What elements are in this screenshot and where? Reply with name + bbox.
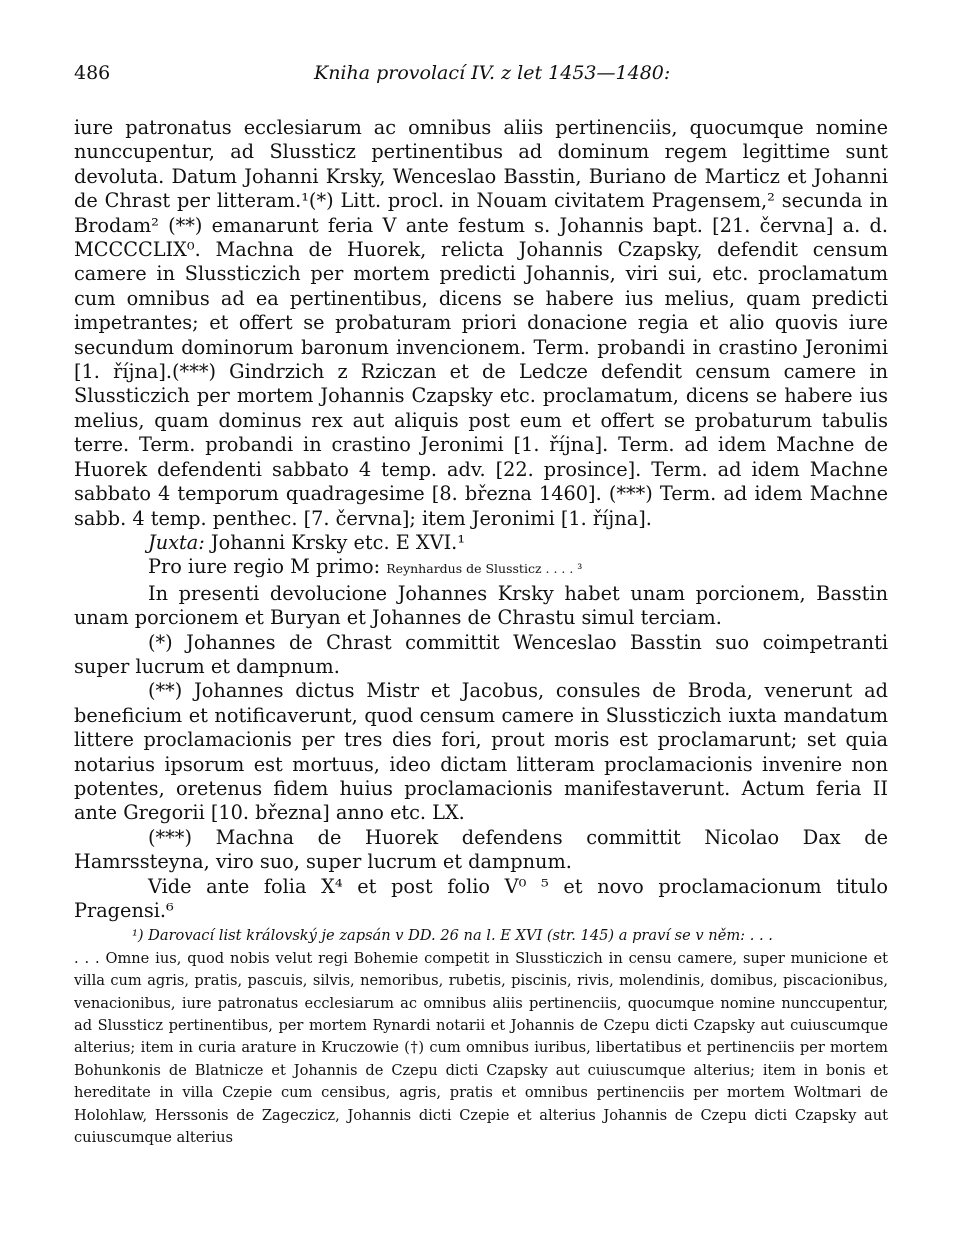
paragraph-note-2: (**) Johannes dictus Mistr et Jacobus, consules de Broda, venerunt ad beneficium et notificaverunt, quod censum camere in Slussticzich iuxta mandatum littere proclamacionis per tres dies fori, prout moris est proclamarunt; set quia notarius ipsorum est mortuus, ideo dictam litteram proclamacionis invenire non potentes, oretenus fidem huius proclamacionis manifestaverunt. Actum feria II ante Gregorii [10. března] anno etc. LX. bbox=[74, 679, 888, 825]
paragraph-main: iure patronatus ecclesiarum ac omnibus aliis pertinenciis, quocumque nomine nunccupentur, ad Slussticz pertinentibus ad dominum regem legittime sunt devoluta. Datum Johanni Krsky, Wenceslao Basstin, Buriano de Marticz et Johanni de Chrast per litteram.¹(*) Litt. procl. in Nouam civitatem Pragensem,² secunda in Brodam² (**) emanarunt feria V ante festum s. Johannis bapt. [21. června] a. d. MCCCCLIX⁰. Machna de Huorek, relicta Johannis Czapsky, defendit censum camere in Slussticzich per mortem predicti Johannis, viri sui, etc. proclamatum cum omnibus ad ea pertinentibus, dicens se habere ius melius, quam predicti impetrantes; et offert se probaturam priori donacione regia et alio quovis iure secundum dominorum baronum invencionem. Term. probandi in crastino Jeronimi [1. října].(***) Gindrzich z Rziczan et de Ledcze defendit censum camere in Slussticzich per mortem Johannis Czapsky etc. proclamatum, dicens se habere ius melius, quam dominus rex aut aliquis post eum et offert se probaturum tabulis terre. Term. probandi in crastino Jeronimi [1. října]. Term. ad idem Machne de Huorek defendenti sabbato 4 temp. adv. [22. prosince]. Term. ad idem Machne sabbato 4 temporum quadragesime [8. března 1460]. (***) Term. ad idem Machne sabb. 4 temp. penthec. [7. června]; item Jeronimi [1. října]. bbox=[74, 116, 888, 530]
page-number: 486 bbox=[74, 62, 111, 84]
pro-iure-text: Pro iure regio M primo: bbox=[148, 555, 387, 579]
juxta-label: Juxta: bbox=[148, 530, 205, 554]
main-text bbox=[74, 116, 888, 923]
juxta-text: Johanni Krsky etc. E XVI.¹ bbox=[204, 530, 466, 554]
running-title: Kniha provolací IV. z let 1453—1480: bbox=[314, 62, 671, 84]
paragraph-vide: Vide ante folia X⁴ et post folio V⁰ ⁵ et novo proclamacionum titulo Pragensi.⁶ bbox=[74, 874, 888, 922]
paragraph-juxta bbox=[74, 531, 888, 555]
paragraph-devolucione: In presenti devolucione Johannes Krsky habet unam porcionem, Basstin unam porcionem et Buryan et Johannes de Chrastu simul terciam. bbox=[74, 581, 888, 630]
pro-iure-small: Reynhardus de Slussticz . . . . ³ bbox=[386, 561, 583, 577]
footnote-1-text: . . . Omne ius, quod nobis velut regi Bohemie competit in Slussticzich in censu camere, super municione et villa cum agris, pratis, pascuis, silvis, nemoribus, rubetis, piscinis, rivis, molendinis, domibus, piscacionibus, venacionibus, iure patronatus ecclesiarum ac omnibus aliis pertinenciis, quocumque nomine nunccupentur, ad Slussticz pertinentibus, per mortem Rynardi notarii et Johannis de Czepu dicti Czapsky aut cuiuscumque alterius; item in curia arature in Kruczowie (†) cum omnibus iuribus, libertatibus et pertinenciis per mortem Bohunkonis de Blatnicze et Johannis de Czepu dicti Czapsky aut cuiuscumque alterius; item in bonis et hereditate in villa Czepie cum censibus, agris, pratis et omnibus pertinenciis per mortem Woltmari de Holohlaw, Herssonis de Zageczicz, Johannis dicti Czepie et alterius Johannis de Czepu dicti Czapsky aut cuiuscumque alterius bbox=[74, 949, 888, 1147]
paragraph-note-1: (*) Johannes de Chrast committit Wenceslao Basstin suo coimpetranti super lucrum et dampnum. bbox=[74, 630, 888, 678]
paragraph-pro-iure bbox=[74, 555, 888, 581]
paragraph-note-3: (***) Machna de Huorek defendens committit Nicolao Dax de Hamrssteyna, viro suo, super lucrum et dampnum. bbox=[74, 825, 888, 874]
footnotes bbox=[74, 925, 888, 1149]
footnote-1-intro: ¹) Darovací list královský je zapsán v DD. 26 na l. E XVI (str. 145) a praví se v něm: . . . bbox=[132, 927, 773, 945]
page-header bbox=[74, 62, 888, 96]
document-page bbox=[74, 62, 888, 1149]
